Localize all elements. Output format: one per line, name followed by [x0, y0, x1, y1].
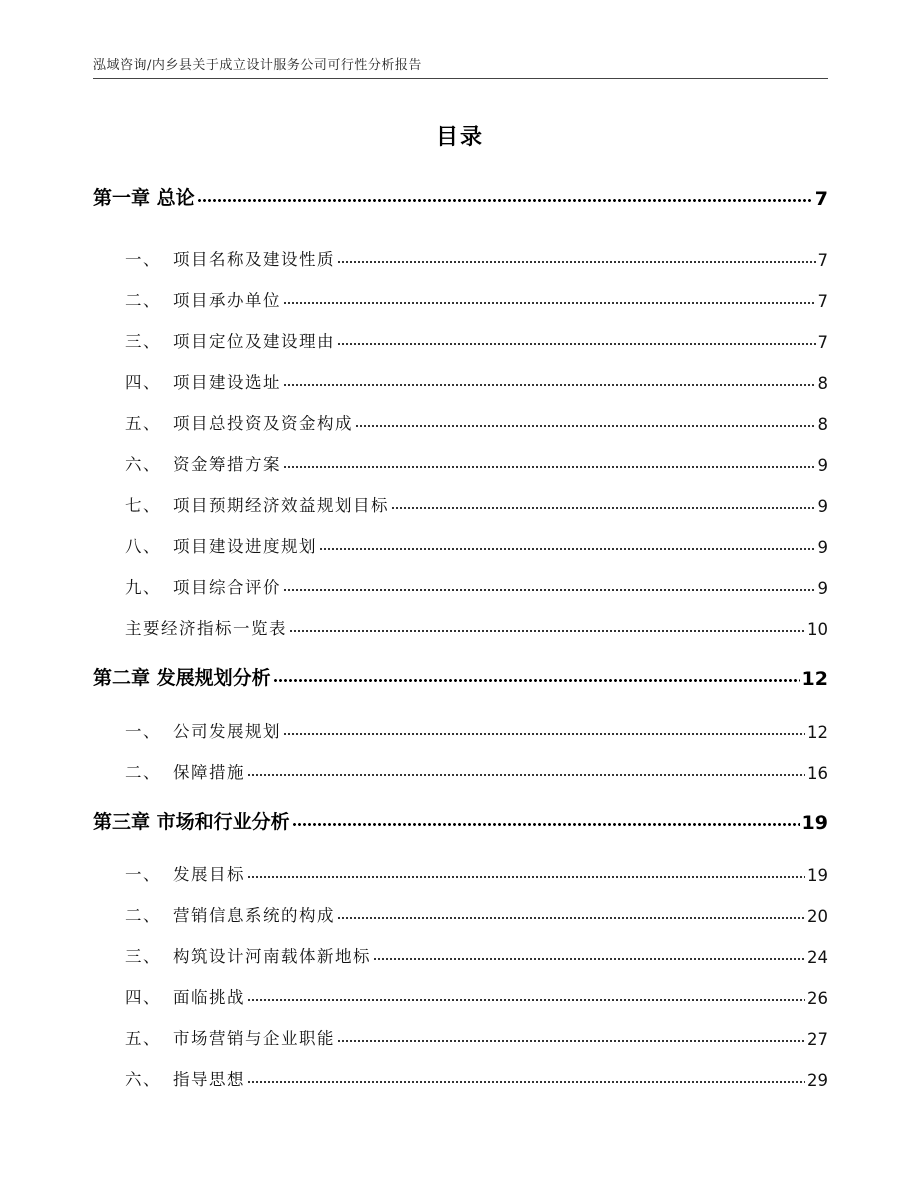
toc-section-entry[interactable]: [93, 572, 828, 598]
dot-leader: [319, 547, 816, 551]
dot-leader: [283, 301, 816, 305]
dot-leader: [391, 506, 816, 510]
toc-entry-text: 保障措施: [173, 763, 245, 782]
toc-entry-number: 六、: [125, 455, 161, 474]
toc-page-number: 12: [807, 723, 828, 742]
toc-chapter-entry[interactable]: [93, 808, 828, 834]
toc-entry-label: [93, 759, 245, 783]
dot-leader: [283, 383, 816, 387]
toc-page-number: 7: [817, 292, 828, 311]
toc-entry-number: 三、: [125, 947, 161, 966]
toc-entry-text: 第一章 总论: [93, 187, 195, 209]
toc-entry-number: 二、: [125, 291, 161, 310]
dot-leader: [273, 678, 800, 683]
toc-section-entry[interactable]: [93, 285, 828, 311]
toc-entry-number: 七、: [125, 496, 161, 515]
toc-section-entry[interactable]: [93, 408, 828, 434]
toc-section-entry[interactable]: [93, 1023, 828, 1049]
toc-section-entry[interactable]: [93, 613, 828, 639]
toc-section-entry[interactable]: [93, 244, 828, 270]
toc-section-entry[interactable]: [93, 900, 828, 926]
toc-page-number: 9: [817, 579, 828, 598]
dot-leader: [197, 198, 813, 203]
toc-page-number: 19: [801, 812, 828, 834]
toc-entry-text: 项目定位及建设理由: [173, 332, 335, 351]
dot-leader: [373, 957, 805, 961]
toc-entry-label: [93, 1066, 245, 1090]
table-of-contents: [93, 0, 828, 1191]
toc-section-entry[interactable]: [93, 859, 828, 885]
dot-leader: [337, 342, 816, 346]
toc-entry-label: [93, 718, 281, 742]
toc-page-number: 26: [807, 989, 828, 1008]
toc-entry-text: 构筑设计河南载体新地标: [173, 947, 371, 966]
dot-leader: [247, 773, 805, 777]
toc-entry-label: [93, 492, 389, 516]
toc-entry-text: 项目预期经济效益规划目标: [173, 496, 389, 515]
toc-section-entry[interactable]: [93, 449, 828, 475]
toc-entry-label: [93, 410, 353, 434]
toc-page-number: 8: [817, 415, 828, 434]
toc-entry-label: [93, 369, 281, 393]
toc-entry-text: 第三章 市场和行业分析: [93, 811, 290, 833]
toc-entry-label: [93, 287, 281, 311]
toc-entry-text: 指导思想: [173, 1070, 245, 1089]
toc-section-entry[interactable]: [93, 941, 828, 967]
toc-entry-label: [93, 574, 281, 598]
toc-entry-number: 二、: [125, 906, 161, 925]
toc-section-entry[interactable]: [93, 531, 828, 557]
toc-page-number: 16: [807, 764, 828, 783]
toc-section-entry[interactable]: [93, 1064, 828, 1090]
toc-page-number: 10: [807, 620, 828, 639]
toc-entry-number: 九、: [125, 578, 161, 597]
toc-entry-label: [93, 615, 287, 639]
toc-chapter-entry[interactable]: [93, 664, 828, 690]
toc-section-entry[interactable]: [93, 757, 828, 783]
toc-title: 目录: [435, 125, 484, 150]
dot-leader: [247, 1080, 805, 1084]
toc-entry-text: 营销信息系统的构成: [173, 906, 335, 925]
dot-leader: [283, 465, 816, 469]
dot-leader: [283, 732, 805, 736]
toc-entry-label: [93, 183, 195, 210]
toc-page-number: 27: [807, 1030, 828, 1049]
dot-leader: [337, 916, 805, 920]
dot-leader: [247, 875, 805, 879]
toc-page-number: 9: [817, 538, 828, 557]
toc-entry-text: 第二章 发展规划分析: [93, 667, 271, 689]
toc-entry-text: 项目总投资及资金构成: [173, 414, 353, 433]
dot-leader: [292, 822, 800, 827]
toc-page-number: 7: [817, 333, 828, 352]
toc-entry-text: 主要经济指标一览表: [125, 619, 287, 638]
running-header: 泓域咨询/内乡县关于成立设计服务公司可行性分析报告: [93, 58, 422, 73]
toc-entry-text: 项目综合评价: [173, 578, 281, 597]
toc-entry-number: 四、: [125, 373, 161, 392]
toc-entry-label: [93, 902, 335, 926]
dot-leader: [355, 424, 816, 428]
toc-page-number: 9: [817, 497, 828, 516]
toc-entry-label: [93, 807, 290, 834]
dot-leader: [283, 588, 816, 592]
dot-leader: [247, 998, 805, 1002]
toc-entry-label: [93, 533, 317, 557]
toc-entry-label: [93, 984, 245, 1008]
dot-leader: [337, 260, 816, 264]
toc-entry-label: [93, 861, 245, 885]
toc-entry-text: 项目建设选址: [173, 373, 281, 392]
toc-entry-text: 项目名称及建设性质: [173, 250, 335, 269]
toc-section-entry[interactable]: [93, 716, 828, 742]
toc-chapter-entry[interactable]: [93, 184, 828, 210]
toc-page-number: 9: [817, 456, 828, 475]
dot-leader: [289, 629, 805, 633]
toc-entry-text: 市场营销与企业职能: [173, 1029, 335, 1048]
toc-page-number: 7: [814, 188, 828, 210]
toc-entry-label: [93, 1025, 335, 1049]
toc-entry-number: 五、: [125, 414, 161, 433]
toc-entry-text: 资金筹措方案: [173, 455, 281, 474]
toc-section-entry[interactable]: [93, 982, 828, 1008]
toc-section-entry[interactable]: [93, 367, 828, 393]
toc-entry-text: 项目承办单位: [173, 291, 281, 310]
toc-page-number: 12: [801, 668, 828, 690]
toc-page-number: 24: [807, 948, 828, 967]
toc-entry-text: 公司发展规划: [173, 722, 281, 741]
toc-page-number: 19: [807, 866, 828, 885]
toc-entry-number: 五、: [125, 1029, 161, 1048]
toc-entry-label: [93, 943, 371, 967]
toc-page-number: 29: [807, 1071, 828, 1090]
toc-entry-label: [93, 246, 335, 270]
toc-section-entry[interactable]: [93, 490, 828, 516]
toc-entry-text: 项目建设进度规划: [173, 537, 317, 556]
toc-entry-number: 三、: [125, 332, 161, 351]
toc-section-entry[interactable]: [93, 326, 828, 352]
toc-entry-number: 四、: [125, 988, 161, 1007]
toc-entry-number: 一、: [125, 722, 161, 741]
toc-entry-number: 一、: [125, 865, 161, 884]
toc-page-number: 20: [807, 907, 828, 926]
toc-entry-label: [93, 663, 271, 690]
toc-page-number: 8: [817, 374, 828, 393]
toc-entry-number: 二、: [125, 763, 161, 782]
toc-entry-number: 一、: [125, 250, 161, 269]
toc-entry-text: 面临挑战: [173, 988, 245, 1007]
toc-page-number: 7: [817, 251, 828, 270]
toc-entry-text: 发展目标: [173, 865, 245, 884]
toc-entry-label: [93, 328, 335, 352]
toc-entry-number: 六、: [125, 1070, 161, 1089]
dot-leader: [337, 1039, 805, 1043]
toc-entry-number: 八、: [125, 537, 161, 556]
toc-entry-label: [93, 451, 281, 475]
